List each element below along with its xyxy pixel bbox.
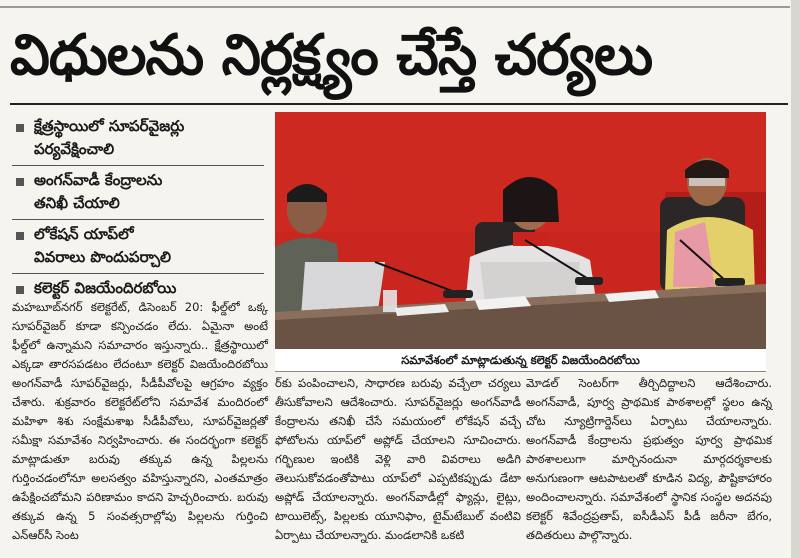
meeting-photo — [275, 112, 766, 349]
highlight-line: పర్యవేక్షించాలి — [34, 140, 115, 158]
article-column-1 — [12, 298, 268, 545]
bullet-square-icon — [16, 124, 24, 132]
article-column-3 — [526, 374, 772, 545]
highlight-line: క్షేత్రస్థాయిలో సూపర్‌వైజర్లు — [34, 117, 185, 135]
bullet-square-icon — [16, 286, 24, 294]
highlight-text — [34, 223, 171, 269]
highlight-item — [12, 166, 264, 220]
highlight-text — [34, 277, 176, 300]
highlight-line: తనిఖీ చేయాలి — [34, 194, 120, 212]
page-top-rule — [0, 6, 790, 8]
highlight-text — [34, 115, 184, 161]
article-column-2 — [275, 374, 521, 545]
highlights-list — [12, 112, 264, 304]
bullet-square-icon — [16, 232, 24, 240]
headline: విధులను నిర్లక్ష్యం చేస్తే చర్యలు — [10, 23, 653, 88]
highlight-line: కలెక్టర్ విజయేందిరబోయి — [34, 279, 177, 297]
page-edge — [791, 0, 800, 558]
bullet-square-icon — [16, 178, 24, 186]
highlight-text — [34, 169, 162, 215]
highlight-line: లోకేషన్ యాప్‌లో — [34, 225, 134, 243]
article-text: ర్‌కు పంపించాలని, సాధారణ బరువు వచ్చేలా చర్యలు తీసుకోవాలని ఆదేశించారు. సూపర్‌వైజర్లు అంగన్‌వాడీ కేంద్రాలను తనిఖీ చేసే సమయంలో లోకేషన్ వచ్చే ఫోటోలను యాప్‌లో అప్లోడ్ చేయాలని సూచించారు. గర్భిణుల ఇంటికి వెళ్లి వారి వివరాలు అడిగి తెలుసుకోవడంతోపాటు యాప్‌లో ఎప్పటికప్పుడు డేటా అప్లోడ్ చేయాలన్నారు. అంగన్‌వాడీల్లో ఫ్యాన్లు, లైట్లు, టాయిలెట్స్, పిల్లలకు యూనిఫాం, టైమ్‌టేబుల్ వంటివి ఏర్పాటు చేయాలన్నారు. మండలానికి ఒకటి — [275, 376, 521, 542]
headline-rule — [10, 103, 788, 105]
article-text: మోడల్ సెంటర్‌గా తీర్చిదిద్దాలని ఆదేశించారు. అంగన్‌వాడీ, పూర్వ ప్రాథమిక పాఠశాలల్లో స్థలం ఉన్న చోట న్యూట్రిగార్డెన్‌లు ఏర్పాటు చేయాలన్నారు. అంగన్‌వాడీ కేంద్రాలను ప్రభుత్వం పూర్వ ప్రాథమిక పాఠశాలలుగా మార్చినందునా మార్గదర్శకాలకు అనుగుణంగా ఆటపాటలతో కూడిన విద్య, పౌష్టికాహారం అందించాలన్నారు. సమావేశంలో స్థానిక సంస్థల అదనపు కలెక్టర్ శివేంద్రప్రతాప్, ఐసీడీఎస్ పీడీ జరీనా బేగం, తదితరులు పాల్గొన్నారు. — [526, 376, 772, 542]
highlight-item — [12, 220, 264, 274]
meeting-photo-illustration — [275, 112, 766, 349]
photo-caption: సమావేశంలో మాట్లాడుతున్న కలెక్టర్ విజయేందిరబోయి — [275, 349, 766, 372]
highlight-line: వివరాలు పొందుపర్చాలి — [34, 248, 172, 266]
highlight-item — [12, 112, 264, 166]
article-text: మహబూబ్‌నగర్ కలెక్టరేట్, డిసెంబర్ 20: ఫీల్డ్‌లో ఒక్క సూపర్‌వైజర్ కూడా కన్పించడం లేదు. ఏమైనా అంటే ఫీల్డ్‌లో ఉన్నామని సమాచారం ఇస్తున్నారు.. క్షేత్రస్థాయిలో ఎక్కడా తారసపడటం లేదంటూ కలెక్టర్ విజయేందిరబోయి అంగన్‌వాడీ సూపర్‌వైజర్లు, సీడీపీవోలపై ఆగ్రహం వ్యక్తం చేశారు. శుక్రవారం కలెక్టరేట్‌లోని సమావేశ మందిరంలో మహిళా శిశు సంక్షేమశాఖ సీడీపీవోలు, సూపర్‌వైజర్లతో సమీక్షా సమావేశం నిర్వహించారు. ఈ సందర్భంగా కలెక్టర్ మాట్లాడుతూ బరువు తక్కువ ఉన్న పిల్లలను గుర్తించడంలోనూ అలసత్వం వహిస్తున్నారని, ఎంతమాత్రం ఉపేక్షించబోమని పరిణామం కాదని హెచ్చరించారు. బరువు తక్కువ ఉన్న 5 సంవత్సరాల్లోపు పిల్లలను గుర్తించి ఎన్‌ఆర్‌సీ సెంట — [12, 300, 268, 542]
highlight-line: అంగన్‌వాడీ కేంద్రాలను — [34, 171, 163, 189]
